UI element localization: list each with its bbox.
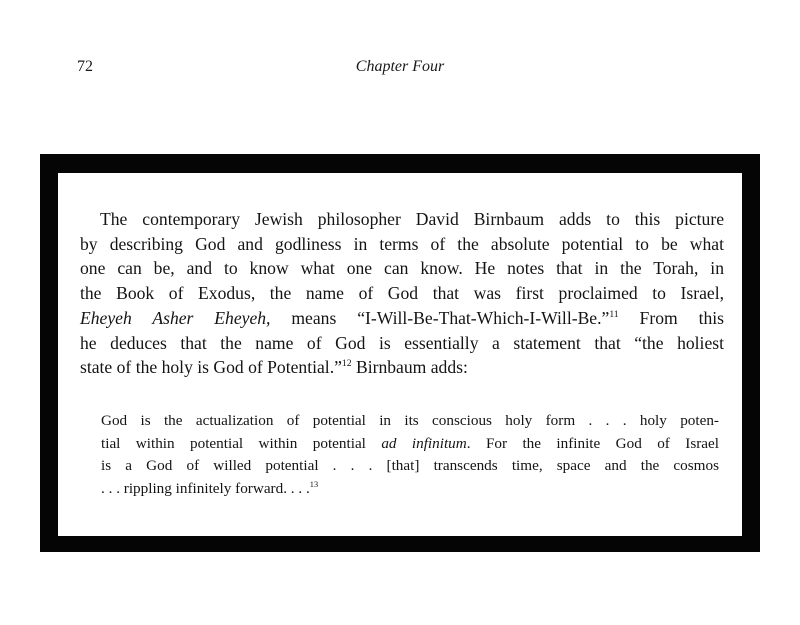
paragraph-line: by describing God and godliness in terms of the absolute potential to be what: [80, 233, 724, 254]
quote-text: . For the infinite God of Israel: [466, 434, 719, 452]
paragraph-text: state of the holy is God of Potential.”: [80, 357, 342, 378]
paragraph-text: means “I-Will-Be-That-Which-I-Will-Be.”: [270, 307, 610, 328]
footnote-ref-12: 12: [341, 358, 352, 370]
running-head: Chapter Four: [355, 58, 445, 75]
paragraph-line: he deduces that the name of God is essentially a statement that “the holiest: [80, 332, 724, 353]
block-quote: [101, 410, 719, 500]
quote-line: [101, 478, 719, 501]
latin-phrase-italic: ad infinitum: [381, 434, 467, 452]
paragraph-text: Birnbaum adds:: [351, 357, 468, 378]
paragraph-line: [80, 355, 724, 380]
quote-line: God is the actualization of potential in its conscious holy form . . . holy poten-: [101, 412, 719, 429]
quote-text: . . . rippling infinitely forward. . . .: [101, 479, 310, 497]
footnote-ref-11: 11: [609, 308, 619, 320]
paragraph-line: the Book of Exodus, the name of God that was first proclaimed to Israel,: [80, 283, 724, 304]
paragraph-line: [80, 306, 724, 331]
footnote-ref-13: 13: [309, 479, 319, 489]
quote-line: [101, 433, 719, 456]
paragraph-text: From this: [618, 307, 724, 328]
hebrew-name-italic: Eheyeh Asher Eheyeh,: [80, 307, 271, 328]
page-number: 72: [77, 58, 93, 75]
quote-text: tial within potential within potential: [101, 434, 382, 452]
quote-line: is a God of willed potential . . . [that] transcends time, space and the cosmos: [101, 457, 719, 474]
paragraph-line: The contemporary Jewish philosopher David Birnbaum adds to this picture: [100, 209, 724, 229]
paragraph-line: one can be, and to know what one can know. He notes that in the Torah, in: [80, 258, 724, 279]
main-paragraph: [80, 207, 724, 380]
